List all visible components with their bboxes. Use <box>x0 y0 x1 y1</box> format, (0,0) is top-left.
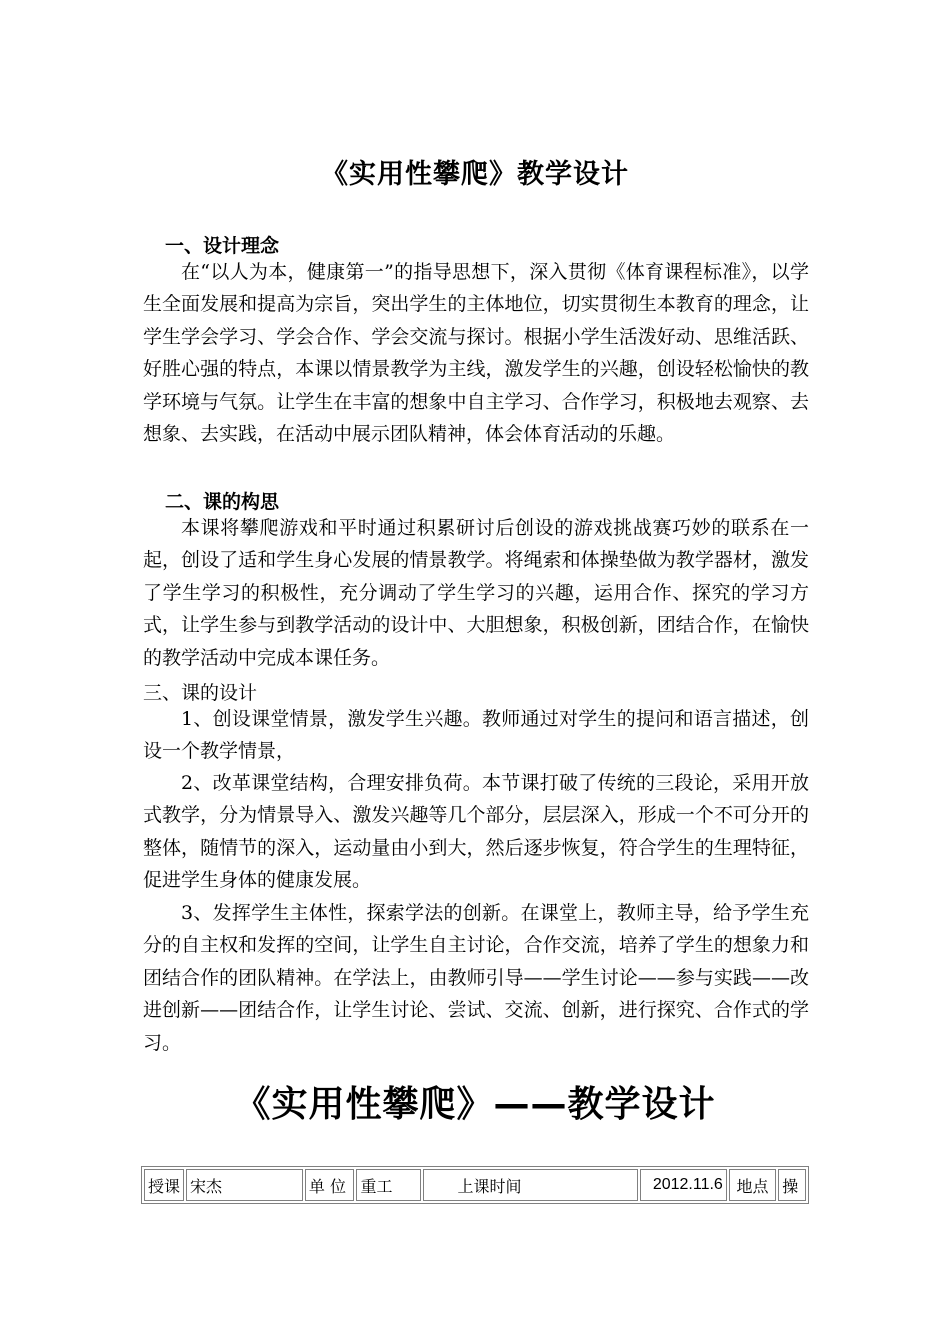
unit-cell: 重工 <box>356 1169 420 1201</box>
teacher-cell: 宋杰 <box>186 1169 303 1201</box>
section-heading-lesson-design: 三、课的设计 <box>143 682 258 704</box>
section-heading-design-concept: 一、设计理念 <box>165 235 280 257</box>
lesson-info-table <box>141 1166 809 1204</box>
paragraph-lesson-idea: 本课将攀爬游戏和平时通过积累研讨后创设的游戏挑战赛巧妙的联系在一起，创设了适和学生身心发展的情景教学。将绳索和体操垫做为教学器材，激发了学生学习的积极性，充分调动了学生学习的兴趣，运用合作、探究的学习方式，让学生参与到教学活动的设计中、大胆想象，积极创新，团结合作，在愉快的教学活动中完成本课任务。 <box>143 517 809 669</box>
place-cell: 操 <box>778 1169 806 1201</box>
place-label-cell: 地点 <box>729 1169 776 1201</box>
time-label-cell: 上课时间 <box>423 1169 638 1201</box>
document-title: 《实用性攀爬》教学设计 <box>321 159 629 190</box>
section-heading-lesson-idea: 二、课的构思 <box>165 491 280 513</box>
second-title: 《实用性攀爬》——教学设计 <box>234 1084 716 1125</box>
design-item-1: 1、创设课堂情景，激发学生兴趣。教师通过对学生的提问和语言描述，创设一个教学情景， <box>143 708 809 763</box>
design-item-3: 3、发挥学生主体性，探索学法的创新。在课堂上，教师主导，给予学生充分的自主权和发挥的空间，让学生自主讨论，合作交流，培养了学生的想象力和团结合作的团队精神。在学法上，由教师引导——学生讨论——参与实践——改进创新——团结合作，让学生讨论、尝试、交流、创新，进行探究、合作式的学习。 <box>143 902 809 1054</box>
design-item-2: 2、改革课堂结构，合理安排负荷。本节课打破了传统的三段论，采用开放式教学，分为情景导入、激发兴趣等几个部分，层层深入，形成一个不可分开的整体，随情节的深入，运动量由小到大，然后逐步恢复，符合学生的生理特征，促进学生身体的健康发展。 <box>143 772 809 892</box>
table-row <box>144 1169 806 1201</box>
date-cell: 2012.11.6 <box>640 1169 727 1201</box>
teacher-label-cell: 授课 <box>144 1169 184 1201</box>
paragraph-design-concept: 在“以人为本，健康第一”的指导思想下，深入贯彻《体育课程标准》，以学生全面发展和提高为宗旨，突出学生的主体地位，切实贯彻生本教育的理念，让学生学会学习、学会合作、学会交流与探讨。根据小学生活泼好动、思维活跃、好胜心强的特点，本课以情景教学为主线，激发学生的兴趣，创设轻松愉快的教学环境与气氛。让学生在丰富的想象中自主学习、合作学习，积极地去观察、去想象、去实践，在活动中展示团队精神，体会体育活动的乐趣。 <box>143 261 809 446</box>
unit-label-cell: 单 位 <box>305 1169 355 1201</box>
